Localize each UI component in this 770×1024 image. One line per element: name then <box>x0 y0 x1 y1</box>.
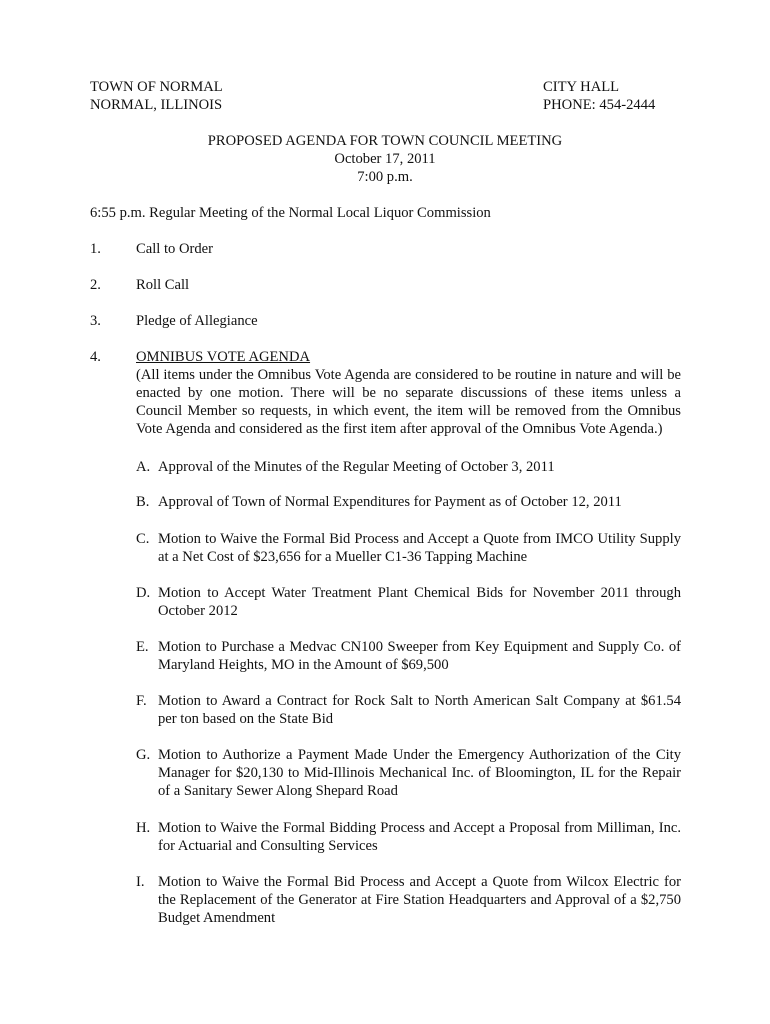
subitem-line: the Replacement of the Generator at Fire Station Headquarters and Approval of a $2,750 <box>158 892 681 908</box>
omnibus-description-line: Vote Agenda and considered as the first item after approval of the Omnibus Vote Agenda.) <box>136 421 663 437</box>
subitem-line: Motion to Waive the Formal Bid Process and Accept a Quote from IMCO Utility Supply <box>158 531 681 547</box>
subitem-line: Maryland Heights, MO in the Amount of $69,500 <box>158 657 449 673</box>
subitem-letter: F. <box>136 693 147 709</box>
subitem-letter: H. <box>136 820 151 836</box>
agenda-meeting-time: 7:00 p.m. <box>357 169 413 185</box>
item-pledge-of-allegiance: Pledge of Allegiance <box>136 313 258 329</box>
header-phone: PHONE: 454-2444 <box>543 97 656 113</box>
subitem-letter: G. <box>136 747 151 763</box>
subitem-letter: A. <box>136 459 151 475</box>
subitem-line: Motion to Accept Water Treatment Plant Chemical Bids for November 2011 through <box>158 585 681 601</box>
header-contact <box>543 78 655 114</box>
item-roll-call: Roll Call <box>136 277 190 293</box>
agenda-title <box>0 132 770 186</box>
subitem-line: Motion to Waive the Formal Bidding Process and Accept a Proposal from Milliman, Inc. <box>158 820 681 836</box>
subitem-letter: E. <box>136 639 149 655</box>
header-town-location: NORMAL, ILLINOIS <box>90 97 223 113</box>
item-number: 2. <box>90 277 101 293</box>
subitem-letter: C. <box>136 531 150 547</box>
subitem-letter: B. <box>136 494 150 510</box>
omnibus-description-line: (All items under the Omnibus Vote Agenda are considered to be routine in nature and will be <box>136 367 681 383</box>
omnibus-description-line: enacted by one motion. There will be no separate discussions of these items unless a <box>136 385 681 401</box>
item-call-to-order: Call to Order <box>136 241 214 257</box>
omnibus-description <box>136 366 681 438</box>
subitem-line: Manager for $20,130 to Mid-Illinois Mechanical Inc. of Bloomington, IL for the Repair <box>158 765 681 781</box>
agenda-title-heading: PROPOSED AGENDA FOR TOWN COUNCIL MEETING <box>207 133 563 149</box>
subitem-line: Motion to Award a Contract for Rock Salt to North American Salt Company at $61.54 <box>158 693 681 709</box>
subitem-line: of a Sanitary Sewer Along Shepard Road <box>158 783 398 799</box>
agenda-meeting-date: October 17, 2011 <box>334 151 436 167</box>
item-number: 4. <box>90 349 101 365</box>
header-organization <box>90 78 223 114</box>
item-number: 3. <box>90 313 101 329</box>
subitem-letter: D. <box>136 585 151 601</box>
subitem-line: Approval of the Minutes of the Regular Meeting of October 3, 2011 <box>158 459 555 475</box>
subitem-line: October 2012 <box>158 603 238 619</box>
header-town-name: TOWN OF NORMAL <box>90 79 223 95</box>
subitem-letter: I. <box>136 874 145 890</box>
subitem-line: for Actuarial and Consulting Services <box>158 838 378 854</box>
omnibus-description-line: Council Member so requests, in which event, the item will be removed from the Omnibus <box>136 403 681 419</box>
item-omnibus-vote-agenda: OMNIBUS VOTE AGENDA <box>136 349 311 365</box>
subitem-line: Motion to Waive the Formal Bid Process and Accept a Quote from Wilcox Electric for <box>158 874 681 890</box>
subitem-line: Motion to Authorize a Payment Made Under the Emergency Authorization of the City <box>158 747 681 763</box>
subitem-line: Motion to Purchase a Medvac CN100 Sweeper from Key Equipment and Supply Co. of <box>158 639 681 655</box>
subitem-line: at a Net Cost of $23,656 for a Mueller C1-36 Tapping Machine <box>158 549 528 565</box>
liquor-commission-line: 6:55 p.m. Regular Meeting of the Normal Local Liquor Commission <box>90 205 491 221</box>
subitem-line: Budget Amendment <box>158 910 276 926</box>
item-number: 1. <box>90 241 101 257</box>
subitem-line: Approval of Town of Normal Expenditures for Payment as of October 12, 2011 <box>158 494 622 510</box>
header-city-hall: CITY HALL <box>543 79 620 95</box>
subitem-line: per ton based on the State Bid <box>158 711 334 727</box>
